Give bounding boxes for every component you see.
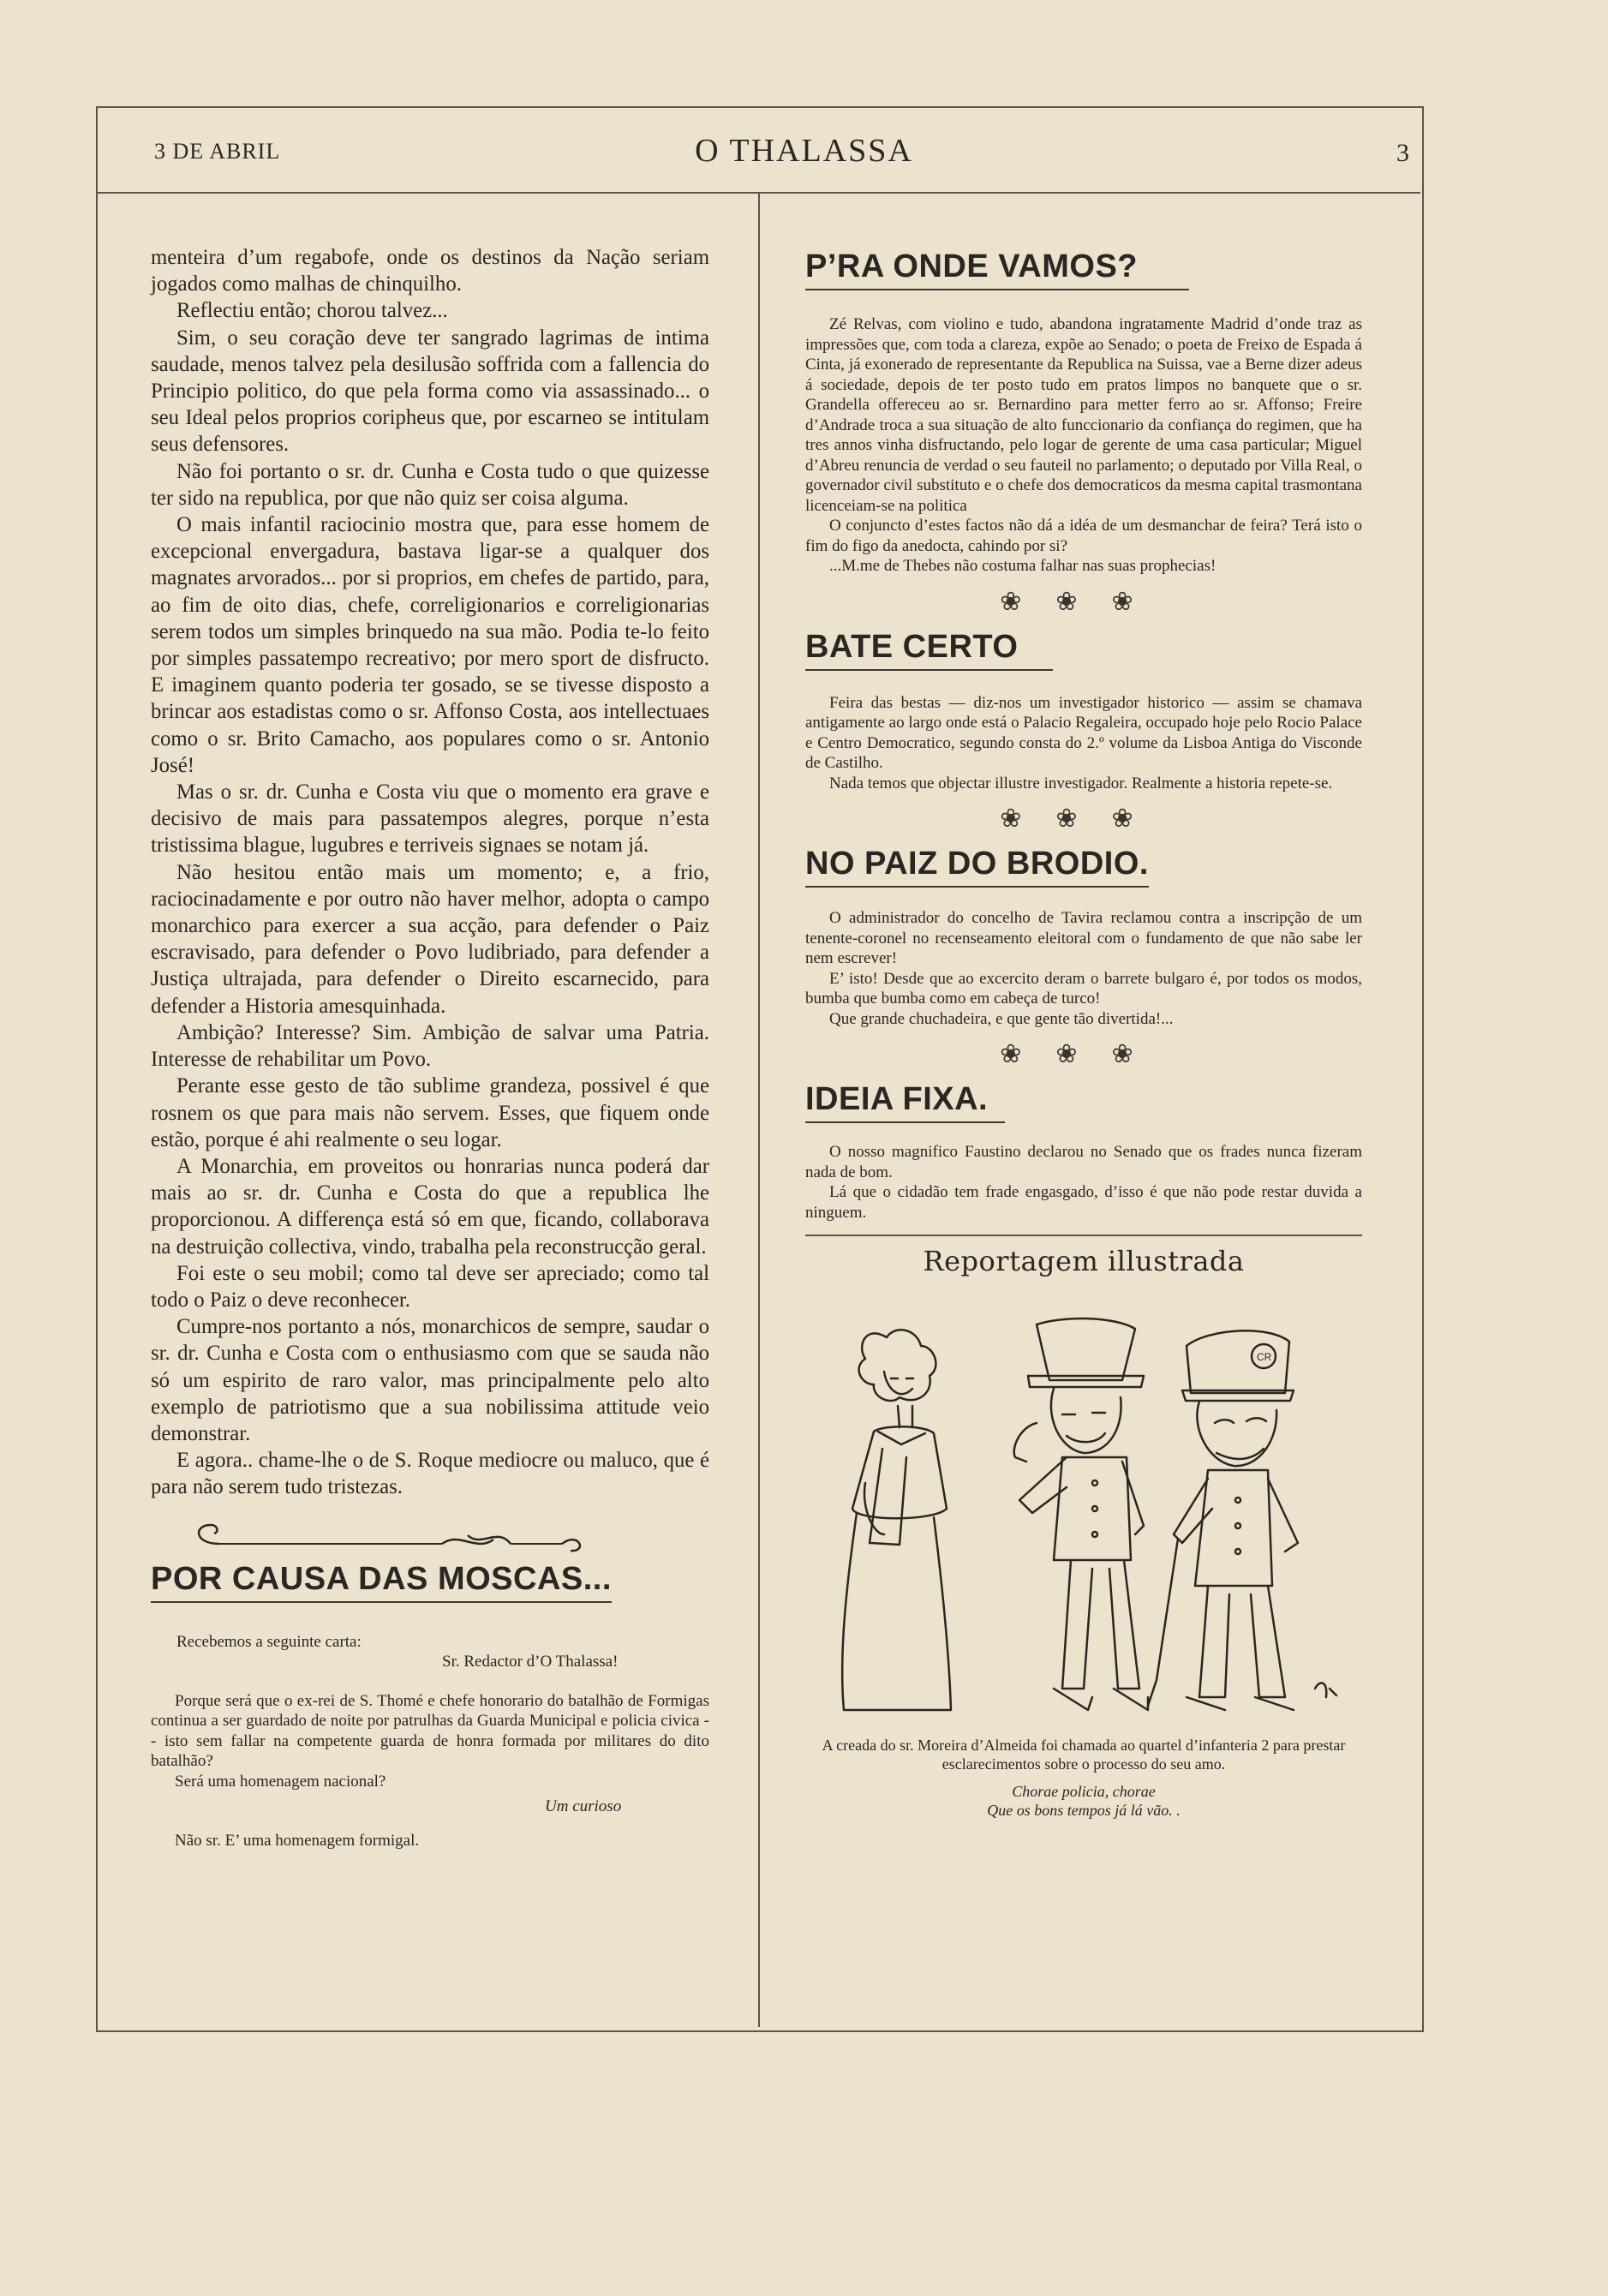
- section-paiz-do-brodio: [805, 846, 1362, 1029]
- right-column: [805, 248, 1362, 1820]
- letter-question: Será uma homenagem nacional?: [175, 1772, 386, 1791]
- cartoon-verse: Que os bons tempos já lá vão. .: [987, 1802, 1181, 1819]
- column-divider: [758, 194, 760, 2027]
- section-paragraph: Que grande chuchadeira, e que gente tão divertida!...: [829, 1009, 1174, 1028]
- section-paragraph: E’ isto! Desde que ao excercito deram o barrete bulgaro é, por todos os modos, bumba que bumba como em cabeça de turco!: [805, 969, 1362, 1007]
- section-title: NO PAIZ DO BRODIO.: [805, 846, 1149, 888]
- letter-salutation: Sr. Redactor d’O Thalassa!: [442, 1653, 619, 1671]
- article-paragraph: O mais infantil raciocinio mostra que, para esse homem de excepcional envergadura, bastava ligar-se a qualquer dos magnates arvorados... por si proprios, em chefes de partido, para, ao fim de oito dias, chefe, correligionarios e correligionarias serem todos um simples brinquedo na sua mão. Podia te-lo feito por simples passatempo recreativo; por mero sport de disfructo. E imaginem quanto poderia ter gosado, se se tivesse disposto a brincar aos estadistas como o sr. Affonso Costa, aos intellectuaes como o sr. Brito Camacho, aos populares como o sr. Antonio José!: [151, 513, 709, 777]
- cartoon: [805, 1245, 1362, 1820]
- section-ideia-fixa: [805, 1081, 1362, 1223]
- article-paragraph: A Monarchia, em proveitos ou honrarias nunca poderá dar mais ao sr. dr. Cunha e Costa do que a republica lhe proporcionou. A differença está só em que, ficando, collaborava na destruição collectiva, vindo, trabalha pela reconstrucção geral.: [151, 1154, 709, 1259]
- cartoon-rule: [805, 1235, 1362, 1236]
- section-bate-certo: [805, 629, 1362, 794]
- section-title: BATE CERTO: [805, 629, 1053, 671]
- flower-divider: ❀❀❀: [1000, 587, 1168, 616]
- section-paragraph: O conjuncto d’estes factos não dá a idéa de um desmanchar de feira? Terá isto o fim do figo da anedocta, cahindo por si?: [805, 517, 1362, 555]
- ornament-divider: [185, 1518, 613, 1552]
- cartoon-title: Reportagem illustrada: [923, 1245, 1245, 1277]
- cartoon-illustration: [805, 1277, 1362, 1731]
- page-number: 3: [1396, 139, 1409, 167]
- flower-divider: ❀❀❀: [1000, 1040, 1168, 1068]
- article-paragraph: Reflectiu então; chorou talvez...: [176, 299, 448, 323]
- section-paragraph: Feira das bestas — diz-nos um investigador historico — assim se chamava antigamente ao largo onde está o Palacio Regaleira, occupado hoje pelo Rocio Palace e Centro Democratico, segundo consta do 2.º volume da Lisboa Antiga do Visconde de Castilho.: [805, 693, 1362, 772]
- section-pra-onde-vamos: [805, 248, 1362, 577]
- letter-signature: Um curioso: [545, 1797, 622, 1816]
- header-date: 3 DE ABRIL: [154, 139, 281, 164]
- section-paragraph: ...M.me de Thebes não costuma falhar nas suas prophecias!: [829, 557, 1216, 575]
- article-paragraph: Não foi portanto o sr. dr. Cunha e Costa tudo o que quizesse ter sido na republica, por que não quiz ser coisa alguma.: [151, 459, 709, 510]
- article-paragraph: Perante esse gesto de tão sublime grandeza, possivel é que rosnem os que para mais não servem. Esses, que fiquem onde estão, porque é ahi realmente o seu logar.: [151, 1074, 709, 1151]
- article-paragraph: E agora.. chame-lhe o de S. Roque mediocre ou maluco, que é para não serem tudo tristezas.: [151, 1449, 709, 1499]
- newspaper-title: O THALASSA: [695, 133, 913, 169]
- section-title: IDEIA FIXA.: [805, 1081, 1005, 1123]
- letter-body: Porque será que o ex-rei de S. Thomé e chefe honorario do batalhão de Formigas continua a ser guardado de noite por patrulhas da Guarda Municipal e policia civica -- isto sem fallar na competente guarda de honra formada por militares do dito batalhão?: [151, 1691, 709, 1771]
- cap-badge-text: CR: [1257, 1351, 1272, 1363]
- section-paragraph: Zé Relvas, com violino e tudo, abandona ingratamente Madrid d’onde traz as impressões que, com toda a clareza, expõe ao Senado; o poeta de Freixo de Espada á Cinta, já exonerado de representante da Republica na Suissa, vae a Berne dizer adeus á sociedade, depois de ter posto tudo em pratos limpos no banquete que o sr. Grandella offereceu ao sr. Bernardino para metter ferro ao sr. Affonso; Freire d’Andrade troca a sua situação de alto funccionario da confiança do regimen, que ha tres annos vinha disfructando, pelo logar de gerente de uma casa particular; Miguel d’Abreu renuncia de verdad o seu fauteil no parlamento; o deputado por Villa Real, o governador civil substituto e o chefe dos democraticos da mesma capital trasmontana licenceiam-se na politica: [805, 315, 1362, 515]
- section-title: P’RA ONDE VAMOS?: [805, 248, 1189, 290]
- article-paragraph: menteira d’um regabofe, onde os destinos da Nação seriam jogados como malhas de chinquilho.: [151, 246, 709, 296]
- letter-answer: Não sr. E’ uma homenagem formigal.: [175, 1831, 420, 1850]
- article-paragraph: Ambição? Interesse? Sim. Ambição de salvar uma Patria. Interesse de rehabilitar um Povo.: [151, 1020, 709, 1072]
- cartoon-caption: A creada do sr. Moreira d’Almeida foi chamada ao quartel d’infanteria 2 para prestar esclarecimentos sobre o processo do seu amo.: [822, 1737, 1346, 1773]
- article-paragraph: Cumpre-nos portanto a nós, monarchicos de sempre, saudar o sr. dr. Cunha e Costa com o enthusiasmo com que se sauda não só um espirito de raro valor, mas principalmente pelo alto exemplo de patriotismo que a sua nobilissima attitude veio demonstrar.: [151, 1315, 709, 1445]
- article-paragraph: Mas o sr. dr. Cunha e Costa viu que o momento era grave e decisivo de mais para passatempos alegres, porque n’esta tristissima blague, lugubres e terriveis signaes se notam já.: [151, 780, 709, 858]
- section-title: POR CAUSA DAS MOSCAS...: [151, 1561, 612, 1603]
- section-paragraph: O nosso magnifico Faustino declarou no Senado que os frades nunca fizeram nada de bom.: [805, 1143, 1362, 1181]
- section-paragraph: Lá que o cidadão tem frade engasgado, d’isso é que não pode restar duvida a ninguem.: [805, 1183, 1362, 1222]
- section-paragraph: Nada temos que objectar illustre investigador. Realmente a historia repete-se.: [829, 774, 1333, 792]
- cartoon-verse: Chorae policia, chorae: [1012, 1783, 1156, 1800]
- left-column: [151, 244, 709, 1851]
- section-paragraph: O administrador do concelho de Tavira reclamou contra a inscripção de um tenente-coronel no recenseamento eleitoral com o fundamento de que não sabe ler nem escrever!: [805, 909, 1362, 967]
- article-paragraph: Não hesitou então mais um momento; e, a frio, raciocinadamente e por outro não haver melhor, adopta o campo monarchico para exercer a sua acção, para defender o Paiz escravisado, para defender o Povo ludibriado, para defender a Justiça ultrajada, para defender o Direito escarnecido, para defender a Historia amesquinhada.: [151, 860, 709, 1018]
- flower-divider: ❀❀❀: [1000, 804, 1168, 833]
- article-paragraph: Sim, o seu coração deve ter sangrado lagrimas de intima saudade, menos talvez pela desilusão soffrida com a fallencia do Principio politico, do que pela forma como via assassinado... o seu Ideal pelos proprios coripheus que, por escarneo se intitulam seus defensores.: [151, 326, 709, 457]
- letter-intro: Recebemos a seguinte carta:: [176, 1632, 362, 1651]
- article-paragraph: Foi este o seu mobil; como tal deve ser apreciado; como tal todo o Paiz o deve reconhecer.: [151, 1261, 709, 1312]
- section-moscas: [151, 1561, 709, 1851]
